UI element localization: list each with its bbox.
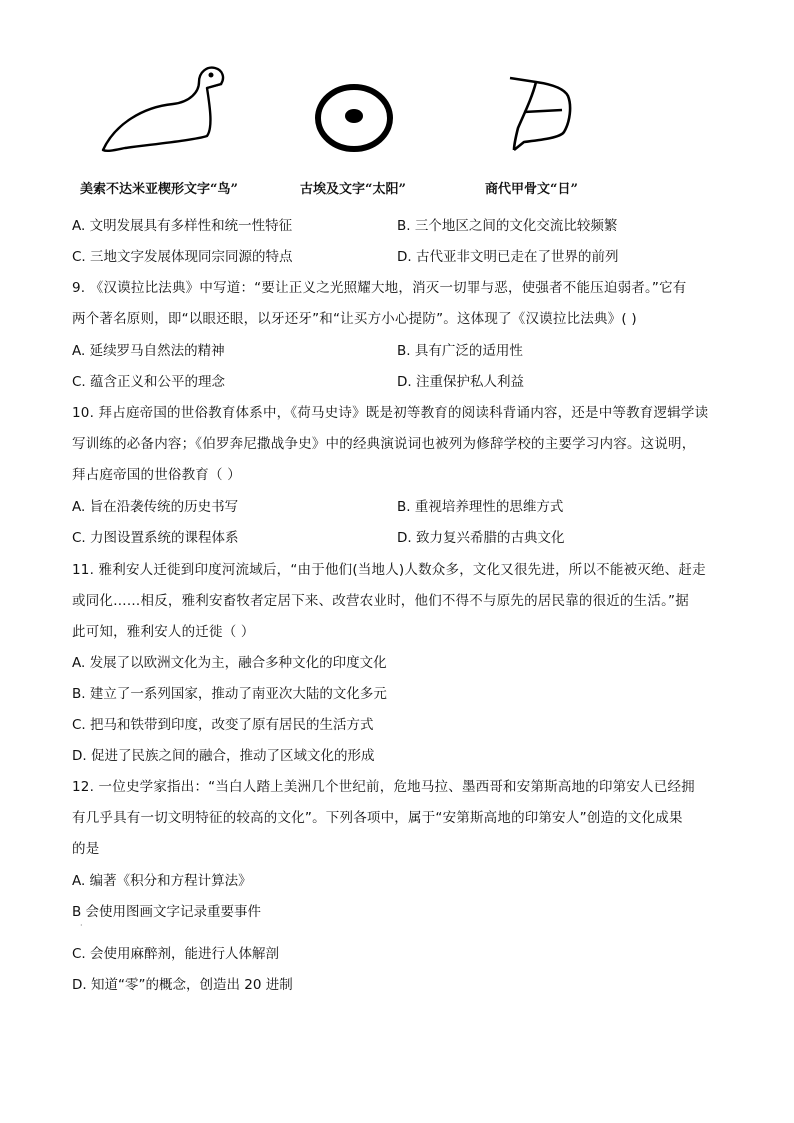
sun-hieroglyph-figure — [312, 82, 396, 156]
q10-option-b[interactable]: B. 重视培养理性的思维方式 — [397, 499, 564, 515]
q11-option-c[interactable]: C. 把马和铁带到印度，改变了原有居民的生活方式 — [72, 717, 374, 733]
q8-option-c[interactable]: C. 三地文字发展体现同宗同源的特点 — [72, 249, 293, 265]
q8-option-a[interactable]: A. 文明发展具有多样性和统一性特征 — [72, 218, 293, 234]
q11-stem-line: 此可知，雅利安人的迁徙（ ） — [72, 624, 255, 640]
q12-stem-line: 12. 一位史学家指出：“当白人踏上美洲几个世纪前，危地马拉、墨西哥和安第斯高地的印第安人已经拥 — [72, 779, 695, 795]
figure-caption-bird: 美索不达米亚楔形文字“鸟” — [80, 182, 238, 197]
q11-option-d[interactable]: D. 促进了民族之间的融合，推动了区域文化的形成 — [72, 748, 375, 764]
q9-option-b[interactable]: B. 具有广泛的适用性 — [397, 343, 523, 359]
q11-stem-line: 11. 雅利安人迁徙到印度河流域后，“由于他们(当地人)人数众多，文化又很先进，所以不能被灭绝、赶走 — [72, 562, 706, 578]
q9-stem-line: 两个著名原则，即“以眼还眼，以牙还牙”和“让买方小心提防”。这体现了《汉谟拉比法典》( ) — [72, 311, 637, 327]
q10-option-a[interactable]: A. 旨在沿袭传统的历史书写 — [72, 499, 239, 515]
stray-dot: · — [80, 921, 83, 930]
q8-option-b[interactable]: B. 三个地区之间的文化交流比较频繁 — [397, 218, 618, 234]
q12-option-c[interactable]: C. 会使用麻醉剂，能进行人体解剖 — [72, 946, 280, 962]
q10-option-d[interactable]: D. 致力复兴希腊的古典文化 — [397, 530, 565, 546]
q12-option-b[interactable]: B 会使用图画文字记录重要事件 — [72, 904, 262, 920]
q9-option-d[interactable]: D. 注重保护私人利益 — [397, 374, 524, 390]
q12-stem-line: 的是 — [72, 841, 100, 857]
q11-option-b[interactable]: B. 建立了一系列国家，推动了南亚次大陆的文化多元 — [72, 686, 387, 702]
q11-option-a[interactable]: A. 发展了以欧洲文化为主，融合多种文化的印度文化 — [72, 655, 387, 671]
q11-stem-line: 或同化……相反，雅利安畜牧者定居下来、改营农业时，他们不得不与原先的居民靠的很近的生活。”据 — [72, 593, 689, 609]
q9-option-c[interactable]: C. 蕴含正义和公平的理念 — [72, 374, 226, 390]
q10-option-c[interactable]: C. 力图设置系统的课程体系 — [72, 530, 239, 546]
q10-stem-line: 写训练的必备内容；《伯罗奔尼撒战争史》中的经典演说词也被列为修辞学校的主要学习内容。这说明， — [72, 436, 696, 452]
q12-option-d[interactable]: D. 知道“零”的概念，创造出 20 进制 — [72, 977, 293, 993]
q12-option-a[interactable]: A. 编著《积分和方程计算法》 — [72, 873, 252, 889]
q10-stem-line: 拜占庭帝国的世俗教育（ ） — [72, 467, 241, 483]
q9-stem-line: 9. 《汉谟拉比法典》中写道：“要让正义之光照耀大地，消灭一切罪与恶，使强者不能压迫弱者。”它有 — [72, 280, 687, 296]
q9-option-a[interactable]: A. 延续罗马自然法的精神 — [72, 343, 225, 359]
q10-stem-line: 10. 拜占庭帝国的世俗教育体系中，《荷马史诗》既是初等教育的阅读科背诵内容，还是中等教育逻辑学读 — [72, 405, 709, 421]
bird-cuneiform-figure — [95, 62, 230, 162]
q8-option-d[interactable]: D. 古代亚非文明已走在了世界的前列 — [397, 249, 619, 265]
sun-oracle-bone-figure — [500, 70, 580, 154]
q12-stem-line: 有几乎具有一切文明特征的较高的文化”。下列各项中，属于“安第斯高地的印第安人”创造的文化成果 — [72, 810, 683, 826]
figure-caption-oracle: 商代甲骨文“日” — [485, 182, 578, 197]
figure-caption-sun: 古埃及文字“太阳” — [300, 182, 406, 197]
